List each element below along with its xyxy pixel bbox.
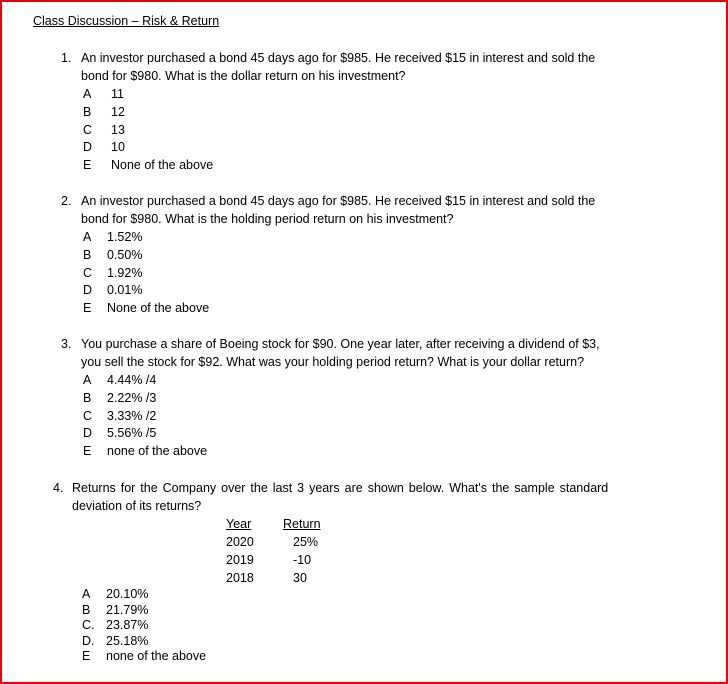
option-d: D 5.56% /5	[83, 426, 157, 441]
returns-table-year-column	[226, 515, 254, 587]
table-cell-return: 30	[293, 571, 307, 585]
option-d: D 0.01%	[83, 283, 143, 298]
question-2-number: 2.	[61, 194, 72, 208]
option-a: A 20.10%	[82, 587, 149, 601]
page-title: Class Discussion – Risk & Return	[33, 14, 220, 28]
option-e: E None of the above	[83, 158, 214, 173]
table-header-year: Year	[226, 517, 252, 531]
option-b: B 2.22% /3	[83, 390, 157, 405]
option-c: C. 23.87%	[82, 618, 149, 632]
option-a: A 11	[83, 87, 124, 101]
question-2-options	[83, 229, 209, 318]
question-4-line-1: Returns for the Company over the last 3 years are shown below. What's the sample standard	[72, 481, 609, 495]
option-e: E None of the above	[83, 301, 210, 316]
table-cell-year: 2019	[226, 553, 254, 567]
question-4-line-2: deviation of its returns?	[72, 499, 202, 513]
question-1-options	[83, 86, 213, 175]
option-a: A 4.44% /4	[83, 373, 157, 387]
question-3-number: 3.	[61, 337, 72, 351]
question-2-line-2: bond for $980. What is the holding period return on his investment?	[81, 212, 454, 226]
option-b: B 0.50%	[83, 247, 143, 262]
option-a: A 1.52%	[83, 230, 143, 244]
option-d: D. 25.18%	[82, 633, 149, 648]
question-4-options	[82, 587, 206, 665]
table-cell-year: 2018	[226, 571, 254, 585]
table-cell-year: 2020	[226, 535, 254, 549]
option-e: E none of the above	[83, 444, 208, 459]
table-header-return: Return	[283, 517, 321, 531]
question-3-line-1: You purchase a share of Boeing stock for $90. One year later, after receiving a dividend of $3,	[81, 337, 600, 351]
option-d: D 10	[83, 140, 125, 155]
table-cell-return: -10	[293, 553, 312, 567]
option-c: C 3.33% /2	[83, 408, 157, 423]
option-c: C 13	[83, 122, 125, 137]
option-b: B 12	[83, 104, 125, 119]
question-1-line-1: An investor purchased a bond 45 days ago for $985. He received $15 in interest and sold the	[81, 51, 596, 65]
question-1-line-2: bond for $980. What is the dollar return on his investment?	[81, 69, 406, 83]
question-2-line-1: An investor purchased a bond 45 days ago for $985. He received $15 in interest and sold the	[81, 194, 596, 208]
returns-table-return-column	[283, 515, 321, 587]
table-cell-return: 25%	[293, 535, 319, 549]
question-1-number: 1.	[61, 51, 72, 65]
option-c: C 1.92%	[83, 265, 143, 280]
option-e: E none of the above	[82, 649, 207, 663]
question-3-options	[83, 372, 207, 461]
option-b: B 21.79%	[82, 602, 149, 617]
question-3-line-2: you sell the stock for $92. What was your holding period return? What is your dollar return?	[81, 355, 585, 369]
question-4-number: 4.	[53, 481, 64, 495]
